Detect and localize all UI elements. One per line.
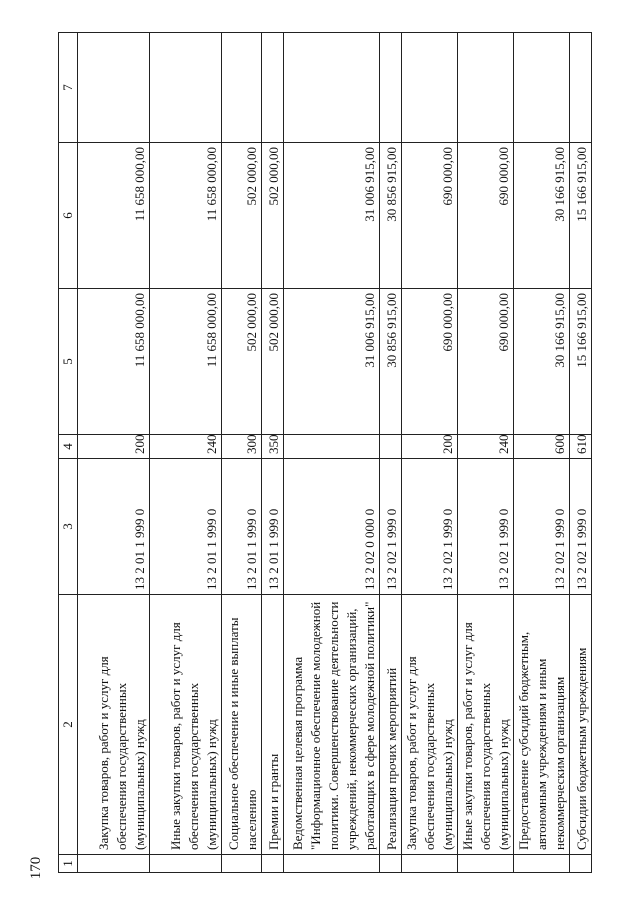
table-header-row <box>59 33 78 873</box>
row-amount-col5-cell: 690 000,00 <box>402 289 458 435</box>
row-amount-col5-cell: 690 000,00 <box>458 289 514 435</box>
row-amount-col5-cell: 30 166 915,00 <box>514 289 570 435</box>
table-row <box>222 33 262 873</box>
row-code-cell: 13 2 01 1 999 0 <box>78 459 150 595</box>
table-row <box>458 33 514 873</box>
table-row <box>402 33 458 873</box>
row-number-cell <box>514 855 570 873</box>
table-row <box>284 33 380 873</box>
row-type-cell: 600 <box>514 435 570 459</box>
row-code-cell: 13 2 02 0 000 0 <box>284 459 380 595</box>
row-type-cell <box>284 435 380 459</box>
row-amount-col6-cell: 30 856 915,00 <box>380 143 402 289</box>
table-row <box>514 33 570 873</box>
table-row <box>262 33 284 873</box>
row-amount-col6-cell: 502 000,00 <box>262 143 284 289</box>
row-number-cell <box>78 855 150 873</box>
row-amount-col6-cell: 15 166 915,00 <box>570 143 592 289</box>
row-type-cell: 300 <box>222 435 262 459</box>
table-body <box>59 33 592 873</box>
row-name-cell: Иные закупки товаров, работ и услуг для обеспечения государственных (муниципальных) нужд <box>458 595 514 855</box>
row-type-cell: 200 <box>78 435 150 459</box>
row-name-cell: Закупка товаров, работ и услуг для обеспечения государственных (муниципальных) нужд <box>402 595 458 855</box>
row-number-cell <box>570 855 592 873</box>
row-name-cell: Закупка товаров, работ и услуг для обеспечения государственных (муниципальных) нужд <box>78 595 150 855</box>
row-col7-cell <box>284 33 380 143</box>
table-row <box>380 33 402 873</box>
row-col7-cell <box>380 33 402 143</box>
row-name-cell: Премии и гранты <box>262 595 284 855</box>
column-header-3: 3 <box>59 459 78 595</box>
column-header-4: 4 <box>59 435 78 459</box>
column-header-7: 7 <box>59 33 78 143</box>
row-col7-cell <box>78 33 150 143</box>
row-amount-col6-cell: 31 006 915,00 <box>284 143 380 289</box>
row-amount-col6-cell: 11 658 000,00 <box>150 143 222 289</box>
row-name-cell: Субсидии бюджетным учреждениям <box>570 595 592 855</box>
row-type-cell: 240 <box>458 435 514 459</box>
row-amount-col5-cell: 15 166 915,00 <box>570 289 592 435</box>
row-amount-col5-cell: 31 006 915,00 <box>284 289 380 435</box>
row-col7-cell <box>150 33 222 143</box>
row-amount-col5-cell: 30 856 915,00 <box>380 289 402 435</box>
row-amount-col5-cell: 502 000,00 <box>222 289 262 435</box>
row-amount-col5-cell: 502 000,00 <box>262 289 284 435</box>
rotated-table-container <box>58 33 589 873</box>
table-row <box>570 33 592 873</box>
budget-table <box>58 32 592 873</box>
row-amount-col5-cell: 11 658 000,00 <box>150 289 222 435</box>
row-code-cell: 13 2 01 1 999 0 <box>262 459 284 595</box>
row-name-cell: Ведомственная целевая программа "Информационное обеспечение молодежной политики. Совершенствование деятельности учреждений, некоммерческих организаций, работающих в сфере молодежной политики" <box>284 595 380 855</box>
row-type-cell <box>380 435 402 459</box>
row-code-cell: 13 2 02 1 999 0 <box>380 459 402 595</box>
row-type-cell: 610 <box>570 435 592 459</box>
row-amount-col6-cell: 690 000,00 <box>402 143 458 289</box>
row-name-cell: Предоставление субсидий бюджетным, автономным учреждениям и иным некоммерческим организациям <box>514 595 570 855</box>
row-code-cell: 13 2 02 1 999 0 <box>514 459 570 595</box>
row-number-cell <box>262 855 284 873</box>
row-code-cell: 13 2 02 1 999 0 <box>570 459 592 595</box>
page-number: 170 <box>28 856 44 880</box>
row-number-cell <box>284 855 380 873</box>
column-header-1: 1 <box>59 855 78 873</box>
row-type-cell: 240 <box>150 435 222 459</box>
row-amount-col6-cell: 502 000,00 <box>222 143 262 289</box>
row-col7-cell <box>514 33 570 143</box>
row-code-cell: 13 2 01 1 999 0 <box>150 459 222 595</box>
table-row <box>78 33 150 873</box>
row-number-cell <box>222 855 262 873</box>
row-number-cell <box>380 855 402 873</box>
row-name-cell: Социальное обеспечение и иные выплаты населению <box>222 595 262 855</box>
row-number-cell <box>458 855 514 873</box>
row-number-cell <box>402 855 458 873</box>
row-type-cell: 350 <box>262 435 284 459</box>
row-amount-col5-cell: 11 658 000,00 <box>78 289 150 435</box>
column-header-6: 6 <box>59 143 78 289</box>
row-col7-cell <box>458 33 514 143</box>
row-name-cell: Реализация прочих мероприятий <box>380 595 402 855</box>
row-name-cell: Иные закупки товаров, работ и услуг для обеспечения государственных (муниципальных) нужд <box>150 595 222 855</box>
row-type-cell: 200 <box>402 435 458 459</box>
row-col7-cell <box>570 33 592 143</box>
row-code-cell: 13 2 02 1 999 0 <box>402 459 458 595</box>
row-code-cell: 13 2 02 1 999 0 <box>458 459 514 595</box>
row-code-cell: 13 2 01 1 999 0 <box>222 459 262 595</box>
table-row <box>150 33 222 873</box>
row-number-cell <box>150 855 222 873</box>
row-col7-cell <box>262 33 284 143</box>
row-amount-col6-cell: 11 658 000,00 <box>78 143 150 289</box>
row-col7-cell <box>222 33 262 143</box>
row-col7-cell <box>402 33 458 143</box>
row-amount-col6-cell: 30 166 915,00 <box>514 143 570 289</box>
row-amount-col6-cell: 690 000,00 <box>458 143 514 289</box>
column-header-5: 5 <box>59 289 78 435</box>
column-header-2: 2 <box>59 595 78 855</box>
